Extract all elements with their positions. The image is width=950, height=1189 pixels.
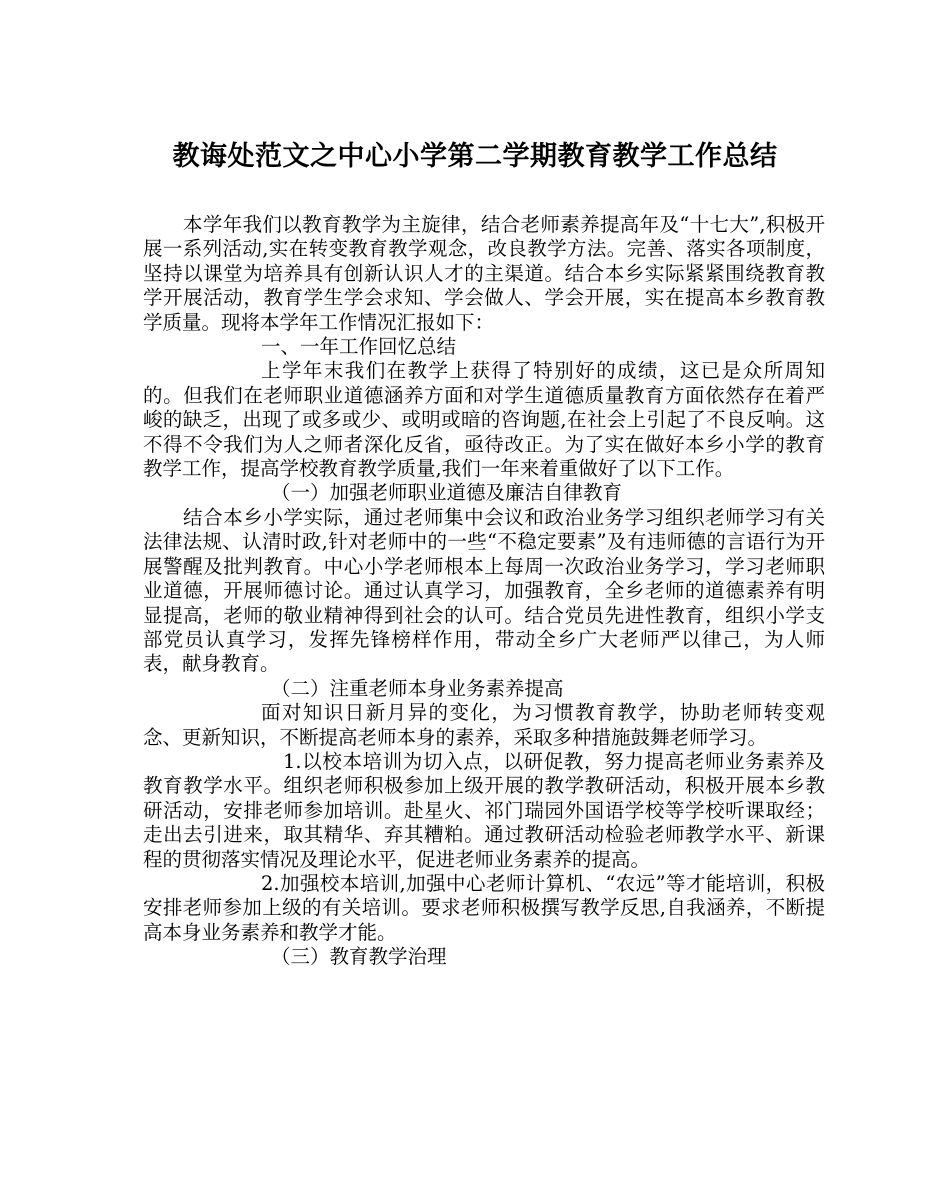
training-item-1: 1.以校本培训为切入点，以研促教，努力提高老师业务素养及教育教学水平。组织老师积极参加上级开展的教学教研活动，积极开展本乡教研活动，安排老师参加培训。赴星火、祁门瑞园外国语学校等学校听课取经；走出去引进来，取其精华、弃其糟粕。通过教研活动检验老师教学水平、新课程的贯彻落实情况及理论水平，促进老师业务素养的提高。	[143, 749, 825, 871]
section-heading-review: 一、一年工作回忆总结	[261, 335, 457, 359]
subsection-heading-ethics: （一）加强老师职业道德及廉洁自律教育	[271, 481, 623, 505]
training-item-2: 2.加强校本培训,加强中心老师计算机、“农远”等才能培训，积极安排老师参加上级的有关培训。要求老师积极撰写教学反思,自我涵养，不断提高本身业务素养和教学才能。	[143, 871, 825, 944]
review-paragraph: 上学年末我们在教学上获得了特别好的成绩，这已是众所周知的。但我们在老师职业道德涵养方面和对学生道德质量教育方面依然存在着严峻的缺乏，出现了或多或少、或明或暗的咨询题,在社会上引起了不良反响。这不得不令我们为人之师者深化反省，亟待改正。为了实在做好本乡小学的教育教学工作，提高学校教育教学质量,我们一年来着重做好了以下工作。	[143, 359, 825, 481]
subsection-heading-quality: （二）注重老师本身业务素养提高	[271, 676, 564, 700]
document-title: 教诲处范文之中心小学第二学期教育教学工作总结	[172, 141, 778, 172]
document-body	[143, 213, 825, 970]
subsection-heading-management: （三）教育教学治理	[271, 945, 447, 969]
ethics-paragraph: 结合本乡小学实际，通过老师集中会议和政治业务学习组织老师学习有关法律法规、认清时政,针对老师中的一些“不稳定要素”及有违师德的言语行为开展警醒及批判教育。中心小学老师根本上每周一次政治业务学习，学习老师职业道德，开展师德讨论。通过认真学习，加强教育，全乡老师的道德素养有明显提高，老师的敬业精神得到社会的认可。结合党员先进性教育，组织小学支部党员认真学习，发挥先锋榜样作用，带动全乡广大老师严以律己，为人师表，献身教育。	[143, 505, 825, 676]
intro-paragraph: 本学年我们以教育教学为主旋律，结合老师素养提高年及“十七大”,积极开展一系列活动,实在转变教育教学观念，改良教学方法。完善、落实各项制度，坚持以课堂为培养具有创新认识人才的主渠道。结合本乡实际紧紧围绕教育教学开展活动，教育学生学会求知、学会做人、学会开展，实在提高本乡教育教学质量。现将本学年工作情况汇报如下：	[143, 213, 825, 334]
quality-paragraph: 面对知识日新月异的变化，为习惯教育教学，协助老师转变观念、更新知识，不断提高老师本身的素养，采取多种措施鼓舞老师学习。	[143, 701, 825, 749]
